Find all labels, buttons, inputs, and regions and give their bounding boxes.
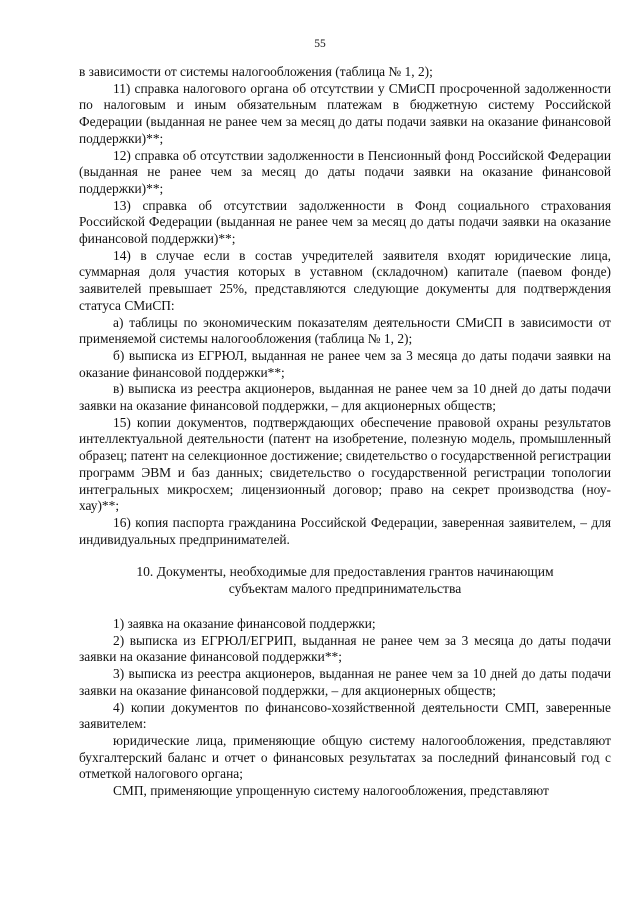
paragraph-item-14v: в) выписка из реестра акционеров, выданная не ранее чем за 10 дней до даты подачи заявки на оказание финансовой поддержки, – для акционерных обществ; xyxy=(79,381,611,414)
paragraph-item-14a: а) таблицы по экономическим показателям деятельности СМиСП в зависимости от применяемой системы налогообложения (таблица № 1, 2); xyxy=(79,314,611,347)
paragraph-grant-item-3: 3) выписка из реестра акционеров, выданная не ранее чем за 10 дней до даты подачи заявки на оказание финансовой поддержки, – для акционерных обществ; xyxy=(79,666,611,698)
section-heading-line-2: субъектам малого предпринимательства xyxy=(228,581,462,597)
paragraph-item-14: 14) в случае если в состав учредителей заявителя входят юридические лица, суммарная доля участия которых в уставном (складочном) капитале (паевом фонде) заявителей превышает 25%, представляются следующие документы для подтверждения статуса СМиСП: xyxy=(79,247,611,313)
paragraph-item-16: 16) копия паспорта гражданина Российской Федерации, заверенная заявителем, – для индивидуальных предпринимателей. xyxy=(79,514,611,547)
paragraph-item-15: 15) копии документов, подтверждающих обеспечение правовой охраны результатов интеллектуальной деятельности (патент на изобретение, полезную модель, промышленный образец; патент на селекционное достижение; свидетельство о государственной регистрации программ ЭВМ и баз данных; свидетельство о государственной регистрации топологии интегральных микросхем; лицензионный договор; право на секрет производства (ноу-хау)**; xyxy=(79,414,611,514)
paragraph-item-12: 12) справка об отсутствии задолженности в Пенсионный фонд Российской Федерации (выданная не ранее чем за месяц до даты подачи заявки на оказание финансовой поддержки)**; xyxy=(79,147,611,196)
spacer xyxy=(79,598,611,616)
page-number: 55 xyxy=(314,38,326,50)
paragraph-grant-item-1: 1) заявка на оказание финансовой поддержки; xyxy=(113,615,376,631)
paragraph-item-13: 13) справка об отсутствии задолженности в Фонд социального страхования Российской Федерации (выданная не ранее чем за месяц до даты подачи заявки на оказание финансовой поддержки)**; xyxy=(79,197,611,247)
paragraph-simplified-tax: СМП, применяющие упрощенную систему налогообложения, представляют xyxy=(113,783,549,799)
paragraph-legal-entities: юридические лица, применяющие общую систему налогообложения, представляют бухгалтерский баланс и отчет о финансовых результатах за последний финансовый год с отметкой налогового органа; xyxy=(79,732,611,782)
page-body xyxy=(79,64,611,800)
spacer xyxy=(79,548,611,564)
paragraph-item-14b: б) выписка из ЕГРЮЛ, выданная не ранее чем за 3 месяца до даты подачи заявки на оказание финансовой поддержки**; xyxy=(79,347,611,380)
paragraph-item-11: 11) справка налогового органа об отсутствии у СМиСП просроченной задолженности по налоговым и иным обязательным платежам в бюджетную систему Российской Федерации (выданная не ранее чем за месяц до даты подачи заявки на оказание финансовой поддержки)**; xyxy=(79,80,611,146)
section-heading-line-1: 10. Документы, необходимые для предоставления грантов начинающим xyxy=(136,564,554,580)
paragraph-continuation: в зависимости от системы налогообложения (таблица № 1, 2); xyxy=(79,64,433,79)
paragraph-grant-item-4: 4) копии документов по финансово-хозяйственной деятельности СМП, заверенные заявителем: xyxy=(79,699,611,732)
paragraph-grant-item-2: 2) выписка из ЕГРЮЛ/ЕГРИП, выданная не ранее чем за 3 месяца до даты подачи заявки на оказание финансовой поддержки**; xyxy=(79,632,611,665)
